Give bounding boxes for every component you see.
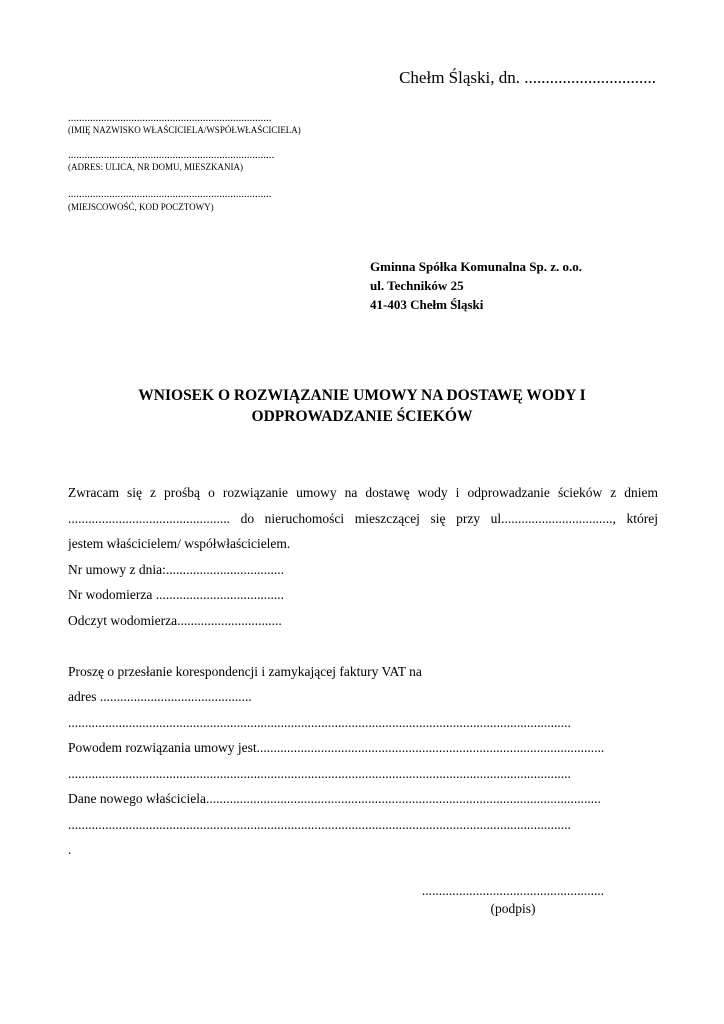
- owner-address-caption: (ADRES: ULICA, NR DOMU, MIESZKANIA): [68, 162, 243, 172]
- termination-reason-field: Powodem rozwiązania umowy jest.......................................................................................................: [68, 740, 605, 755]
- document-title-line-2: ODPROWADZANIE ŚCIEKÓW: [251, 408, 473, 425]
- dotted-fill-line: .....................................................................................................................................................: [68, 816, 571, 832]
- document-title-line-1: WNIOSEK O ROZWIĄZANIE UMOWY NA DOSTAWĘ WODY I: [138, 387, 586, 404]
- recipient-address: [370, 257, 582, 314]
- owner-name-caption: (IMIĘ NAZWISKO WŁAŚCICIELA/WSPÓŁWŁAŚCICIELA): [68, 125, 301, 135]
- recipient-city: 41-403 Chełm Śląski: [370, 297, 484, 312]
- owner-address-dots: ...........................................................................: [68, 149, 275, 161]
- signature-dots: ......................................................: [421, 883, 605, 898]
- meter-reading-field: Odczyt wodomierza...............................: [68, 612, 282, 628]
- dotted-fill-line: .....................................................................................................................................................: [68, 714, 571, 730]
- signature-block: [413, 882, 613, 918]
- correspondence-address-field: adres .............................................: [68, 689, 252, 704]
- paragraph-spacer: [68, 633, 658, 659]
- recipient-company: Gminna Spółka Komunalna Sp. z. o.o.: [370, 259, 583, 274]
- request-paragraph-line-3: jestem właścicielem/ współwłaścicielem.: [68, 536, 291, 551]
- meter-number-field: Nr wodomierza ......................................: [68, 587, 284, 602]
- document-title: [0, 385, 724, 427]
- contract-number-field: Nr umowy z dnia:...................................: [68, 561, 284, 577]
- new-owner-field: Dane nowego właściciela.....................................................................................................................: [68, 791, 601, 806]
- dotted-fill-line: .....................................................................................................................................................: [68, 765, 571, 781]
- request-paragraph-line-1: Zwracam się z prośbą o rozwiązanie umowy na dostawę wody i odprowadzanie ścieków z dniem: [68, 485, 658, 500]
- owner-city-dots: ..........................................................................: [68, 188, 272, 200]
- request-paragraph-line-2: ................................................ do nieruchomości mieszczącej się przy ul................................., której: [68, 510, 658, 526]
- recipient-street: ul. Techników 25: [370, 278, 464, 293]
- signature-label: (podpis): [490, 901, 536, 916]
- place-date-line: Chełm Śląski, dn. ...............................: [399, 68, 656, 87]
- final-dot: .: [68, 842, 72, 857]
- owner-name-dots: ..........................................................................: [68, 112, 272, 124]
- correspondence-line-1: Proszę o przesłanie korespondencji i zamykającej faktury VAT na: [68, 663, 422, 679]
- owner-city-caption: (MIEJSCOWOŚĆ, KOD POCZTOWY): [68, 202, 214, 212]
- document-body: [68, 480, 658, 863]
